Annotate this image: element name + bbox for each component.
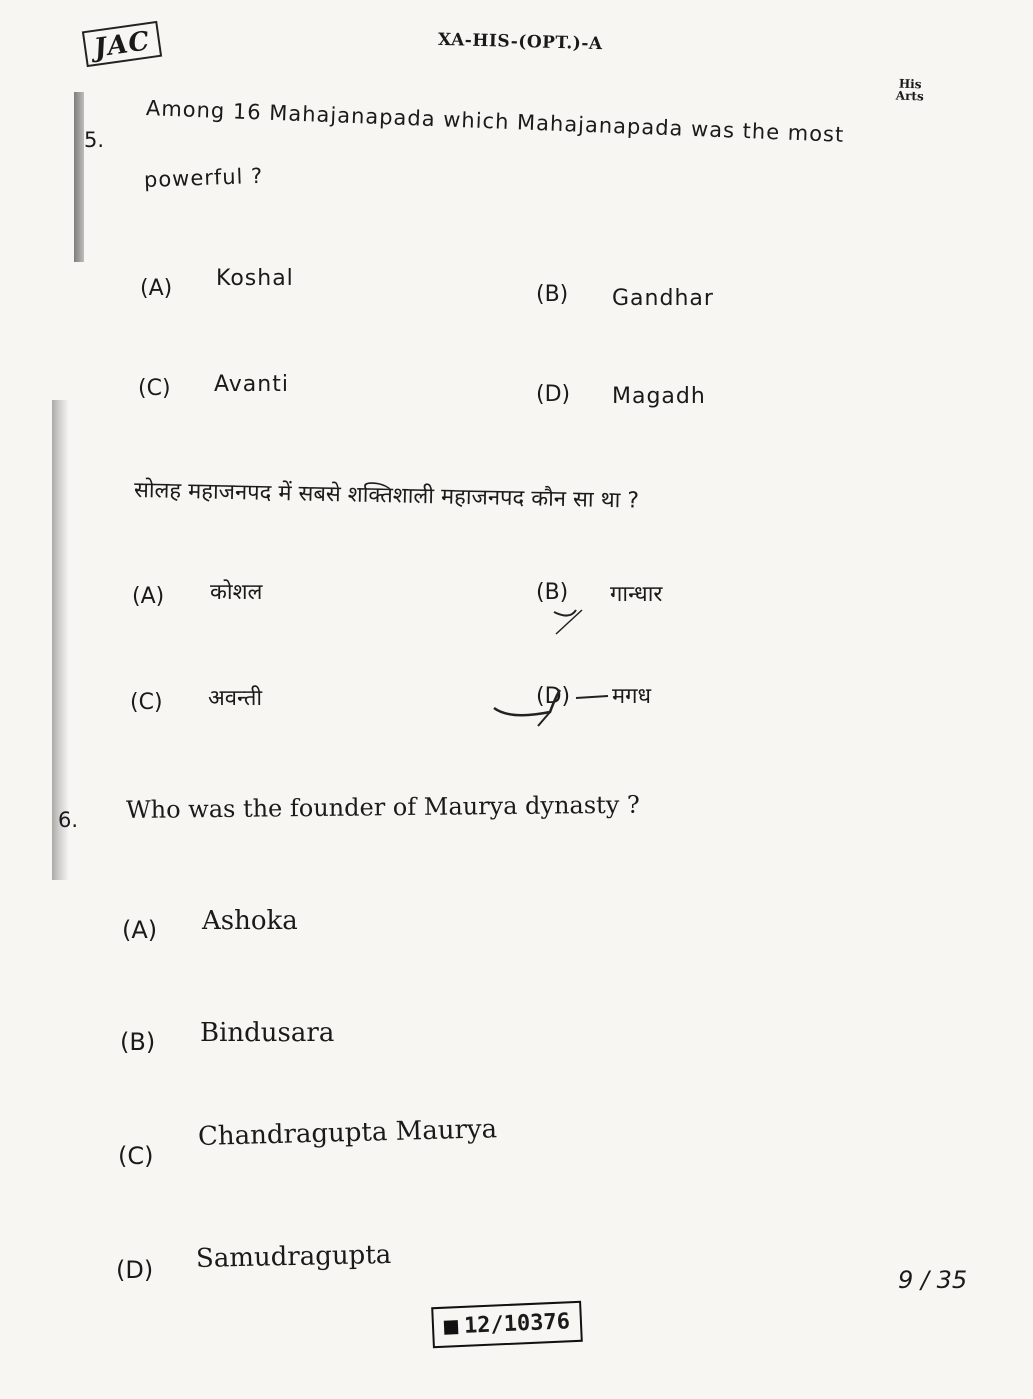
option-d-text: Magadh [612, 384, 706, 409]
hindi-question-text: सोलह महाजनपद में सबसे शक्तिशाली महाजनपद कौन सा था ? [133, 478, 640, 514]
option-b-label: (B) [120, 1028, 156, 1056]
booklet-code-box [431, 1301, 583, 1349]
option-c-label: (C) [138, 376, 171, 401]
scan-edge-shadow [74, 92, 84, 262]
option-c-text: Chandragupta Maurya [197, 1114, 498, 1152]
question-text: Who was the founder of Maurya dynasty ? [125, 790, 640, 824]
option-a-text: Koshal [216, 266, 294, 291]
option-c-label: (C) [118, 1142, 154, 1170]
question-text-line-1: Among 16 Mahajanapada which Mahajanapada was the most [145, 96, 845, 147]
hindi-option-c-label: (C) [130, 690, 163, 715]
question-text-line-2: powerful ? [143, 163, 264, 192]
jac-logo: JAC [82, 21, 162, 67]
subject-line-2: Arts [895, 88, 924, 104]
option-a-text: Ashoka [202, 906, 298, 936]
option-b-text: Gandhar [612, 286, 714, 311]
option-d-text: Samudragupta [195, 1239, 392, 1274]
hindi-option-d-label: (D) [536, 684, 571, 709]
option-a-label: (A) [140, 276, 173, 301]
question-number: 6. [58, 808, 79, 832]
option-b-label: (B) [536, 282, 569, 307]
square-icon [444, 1320, 459, 1335]
hindi-option-a-text: कोशल [210, 580, 263, 605]
pen-mark [490, 600, 660, 740]
page-number: 9 / 35 [898, 1266, 968, 1294]
subject-label [896, 78, 925, 103]
hindi-option-c-text: अवन्ती [208, 686, 263, 711]
question-number: 5. [84, 128, 105, 152]
option-d-label: (D) [536, 382, 571, 407]
option-b-text: Bindusara [200, 1018, 335, 1048]
option-a-label: (A) [122, 916, 158, 944]
hindi-option-a-label: (A) [132, 584, 165, 609]
hindi-option-b-label: (B) [536, 580, 569, 605]
option-d-label: (D) [116, 1256, 154, 1284]
hindi-option-d-text: मगध [612, 684, 652, 709]
option-c-text: Avanti [214, 372, 289, 397]
subject-line-1: His [898, 76, 922, 92]
booklet-code: 12/10376 [463, 1309, 571, 1339]
paper-code: XA-HIS-(OPT.)-A [437, 29, 603, 55]
hindi-option-b-text: गान्धार [610, 582, 663, 607]
